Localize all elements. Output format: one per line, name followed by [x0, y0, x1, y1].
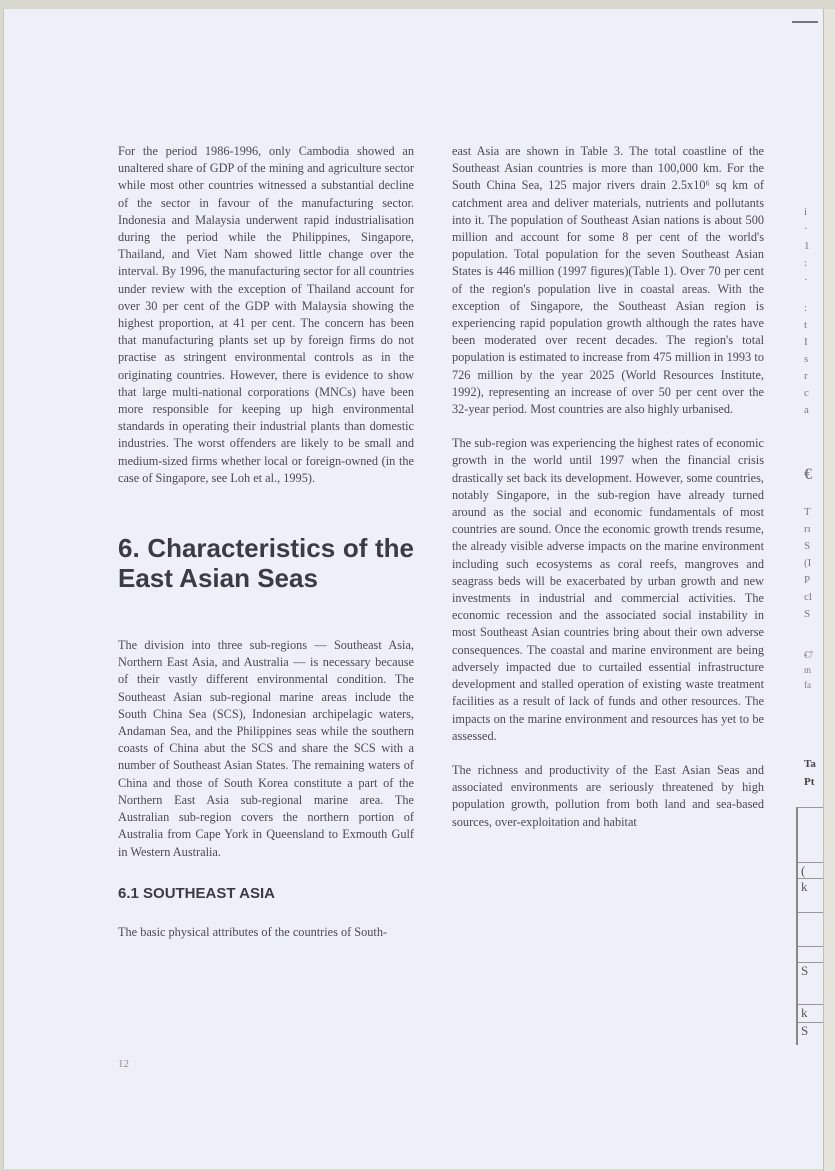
partial-glyph: fa — [804, 680, 811, 690]
partial-glyph: P — [804, 574, 811, 586]
table-cell: k — [798, 1004, 823, 1021]
partial-table — [796, 807, 823, 1045]
partial-glyph: rı — [804, 523, 811, 535]
table-cell: ( — [798, 862, 823, 879]
partial-glyph: S — [804, 540, 811, 552]
partial-glyph: €7 — [804, 650, 813, 660]
left-column — [118, 143, 414, 941]
partial-glyph: · — [804, 274, 808, 286]
table-cell: k — [798, 878, 823, 895]
subsection-heading: 6.1 SOUTHEAST ASIA — [118, 884, 275, 902]
body-paragraph: The richness and productivity of the East Asian Seas and associated environments are seriously threatened by high population growth, pollution from both land and sea-based sources, over-exploitation and habitat — [452, 762, 764, 829]
partial-glyph: m — [804, 665, 812, 675]
adjacent-page-edge — [823, 9, 835, 1171]
body-paragraph: The sub-region was experiencing the highest rates of economic growth in the world until 1997 when the financial crisis drastically set back its development. However, some countries, notably Singapore, in the sub-region have already turned around as the social and economic fundamentals of most countries are sound. Once the economic growth trends resume, the already visible adverse impacts on the marine environment including such ecosystems as coral reefs, mangroves and seagrass beds will be exacerbated by urban growth and new investments in industrial and commercial activities. The economic recession and the associated social instability in most Southeast Asian countries bring about their own adverse consequences. The coastal and marine environment are being adversely impacted due to curtailed essential infrastructure development and stalled operation of existing waste treatment facilities as a result of lack of funds and other resources. The impacts on the marine environment and resources has yet to be assessed. — [452, 436, 764, 743]
partial-table-title: Pt — [804, 776, 815, 788]
body-paragraph: For the period 1986-1996, only Cambodia showed an unaltered share of GDP of the mining and agriculture sector while most other countries witnessed a substantial decline of the sector in favour of the manufacturing sector. Indonesia and Malaysia underwent rapid industrialisation during the period while the Philippines, Singapore, Thailand, and Viet Nam showed little change over the interval. By 1996, the manufacturing sector for all countries under review with the exception of Thailand account for over 30 per cent of the GDP with Malaysia showing the highest proportion, at 41 per cent. The concern has been that manufacturing plants set up by foreign firms do not practise as stringent environmental controls as in the originating countries. However, there is evidence to show that large multi-national corporations (MNCs) have been more responsible for keeping up high environmental standards in operating their industrial plants than domestic industries. The worst offenders are likely to be small and medium-sized firms whether local or foreign-owned (in the case of Singapore, see Loh et al., 1995). — [118, 144, 414, 485]
header-rule — [792, 21, 818, 23]
partial-glyph: · — [804, 223, 808, 235]
partial-glyph: 1 — [804, 240, 810, 252]
page-number: 12 — [118, 1058, 129, 1070]
table-cell — [798, 912, 823, 913]
next-page-partial — [790, 20, 823, 1160]
partial-glyph: : — [804, 302, 808, 314]
partial-glyph: r — [804, 370, 808, 382]
table-cell: S — [798, 1022, 823, 1039]
partial-glyph: s — [804, 353, 809, 365]
partial-glyph: S — [804, 608, 811, 620]
partial-heading-glyph: € — [804, 466, 812, 483]
partial-glyph: a — [804, 404, 809, 416]
partial-glyph: i — [804, 206, 808, 218]
partial-glyph: T — [804, 506, 811, 518]
body-paragraph: east Asia are shown in Table 3. The total coastline of the Southeast Asian countries is more than 100,000 km. For the South China Sea, 125 major rivers drain 2.5x10⁶ sq km of catchment area and deliver materials, nutrients and pollutants into it. The population of Southeast Asian nations is about 500 million and account for some 8 per cent of the world's population. Total population for the seven Southeast Asian States is 446 million (1997 figures)(Table 1). Over 70 per cent of the region's population live in coastal areas. With the exception of Singapore, the Southeast Asian region is experiencing rapid population growth although the rates have been moderated over recent decades. The region's total population is estimated to increase from 475 million in 1993 to 726 million by the year 2025 (World Resources Institute, 1992), representing an increase of over 50 per cent over the 32-year period. Most countries are also highly urbanised. — [452, 144, 764, 417]
partial-glyph: t — [804, 319, 808, 331]
table-cell: S — [798, 962, 823, 979]
section-heading: 6. Characteristics of the East Asian Seas — [118, 533, 414, 594]
partial-table-title: Ta — [804, 758, 816, 770]
table-cell — [798, 946, 823, 947]
partial-glyph: I — [804, 336, 808, 348]
partial-glyph: c — [804, 387, 809, 399]
right-column — [452, 143, 764, 831]
body-paragraph: The basic physical attributes of the countries of South- — [118, 924, 388, 939]
partial-glyph: cl — [804, 591, 812, 603]
partial-glyph: : — [804, 257, 808, 269]
partial-glyph: (I — [804, 557, 812, 569]
body-paragraph: The division into three sub-regions — Southeast Asia, Northern East Asia, and Australia — is necessary because of their vastly different environmental condition. The Southeast Asian sub-regional marine areas include the South China Sea (SCS), Indonesian archipelagic waters, Andaman Sea, and the Philippines seas while the southern coasts of China abut the SCS and share the SCS with a number of Southeast Asian States. The remaining waters of China and those of South Korea constitute a part of the Northern East Asia sub-regional marine area. The Australian sub-region covers the northern portion of Australia from Cape York in Queensland to Exmouth Gulf in Western Australia. — [118, 638, 414, 859]
